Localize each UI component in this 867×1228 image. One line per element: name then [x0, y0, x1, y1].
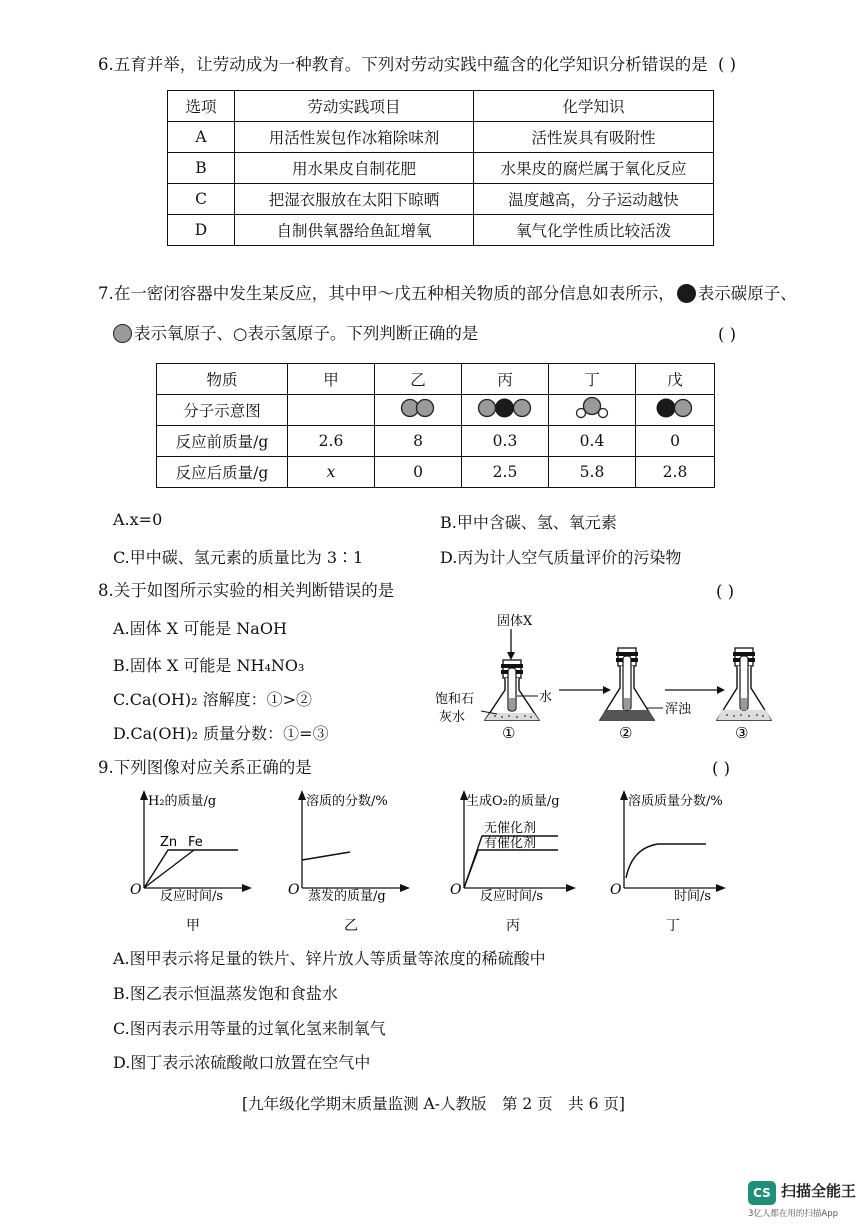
graph-bing-xlabel: 反应时间/s — [480, 889, 544, 904]
table-cell: D — [168, 215, 235, 246]
x-axis-arrow — [716, 884, 726, 892]
table-cell: 0.3 — [462, 426, 549, 457]
table-row — [168, 215, 714, 246]
graph-ding-xlabel: 时间/s — [674, 889, 712, 904]
y-axis-arrow — [298, 790, 306, 800]
q8-experiment-figure — [435, 610, 775, 745]
graph-jia — [128, 788, 258, 943]
x-axis-arrow — [566, 884, 576, 892]
arrow-1-head — [603, 686, 611, 694]
table-row — [168, 122, 714, 153]
table-cell: 氧气化学性质比较活泼 — [474, 215, 714, 246]
table-row — [168, 153, 714, 184]
q8-option-b: B.固体 X 可能是 NH₄NO₃ — [113, 656, 305, 675]
arrow-2-head — [717, 686, 725, 694]
q8-option-a: A.固体 X 可能是 NaOH — [113, 619, 287, 638]
oxygen-atom-icon — [113, 324, 132, 343]
table-cell: 0 — [375, 457, 462, 488]
table-cell: 自制供氧器给鱼缸增氧 — [235, 215, 474, 246]
q7-option-b: B.甲中含碳、氢、氧元素 — [440, 513, 617, 532]
carbon-atom-icon — [677, 284, 696, 303]
table-cell: 5.8 — [549, 457, 636, 488]
q9-option-b: B.图乙表示恒温蒸发饱和食盐水 — [113, 984, 338, 1003]
fe-line — [144, 850, 194, 888]
left-label-1: 饱和石 — [435, 692, 475, 707]
q7-stem-1b: 表示碳原子、 — [697, 284, 797, 303]
graph-yi-name: 乙 — [344, 918, 358, 934]
row-label: 反应后质量/g — [157, 457, 288, 488]
table-header-cell: 丁 — [549, 364, 636, 395]
table-cell: 温度越高，分子运动越快 — [474, 184, 714, 215]
q7-option-a: A.x=0 — [113, 510, 163, 529]
zn-line — [144, 850, 238, 888]
fe-label: Fe — [188, 835, 203, 850]
h2o-molecule-icon — [572, 396, 612, 420]
y-axis-arrow — [620, 790, 628, 800]
table-cell: 0 — [636, 426, 715, 457]
graph-jia-origin: O — [130, 882, 142, 898]
table-header-cell: 化学知识 — [474, 91, 714, 122]
graph-ding-origin: O — [610, 882, 622, 898]
q7-stem-2b: ○表示氢原子。下列判断正确的是 — [233, 324, 479, 343]
table-header-cell: 丙 — [462, 364, 549, 395]
camscanner-logo: CS — [748, 1181, 776, 1205]
graph-yi-ylabel: 溶质的分数/% — [306, 794, 388, 809]
q6-answer-paren: ( ) — [718, 55, 737, 74]
no-catalyst-label: 无催化剂 — [484, 821, 537, 836]
o2-molecule-icon — [398, 397, 438, 419]
q7-option-d: D.丙为计人空气质量评价的污染物 — [440, 548, 682, 567]
table-cell: A — [168, 122, 235, 153]
co-molecule-icon — [654, 397, 696, 419]
q7-table — [156, 363, 715, 488]
flask-1 — [485, 660, 539, 720]
table-header-cell: 劳动实践项目 — [235, 91, 474, 122]
x-axis-arrow — [242, 884, 252, 892]
graph-bing — [448, 788, 588, 943]
table-header-cell: 戊 — [636, 364, 715, 395]
page-footer: [九年级化学期末质量监测 A-人教版 第 2 页 共 6 页] — [242, 1095, 625, 1113]
flask-3 — [717, 648, 771, 720]
q9-stem: 9.下列图像对应关系正确的是 — [98, 758, 312, 777]
table-cell: 0.4 — [549, 426, 636, 457]
table-cell: 用活性炭包作冰箱除味剂 — [235, 122, 474, 153]
table-header-cell: 乙 — [375, 364, 462, 395]
graph-bing-name: 丙 — [506, 918, 520, 934]
graph-jia-xlabel: 反应时间/s — [160, 889, 224, 904]
flask-2 — [600, 648, 654, 720]
left-label-2: 灰水 — [439, 710, 466, 725]
graph-bing-origin: O — [450, 882, 462, 898]
water-label: 水 — [539, 690, 553, 705]
graph-ding-ylabel: 溶质质量分数/% — [628, 794, 723, 809]
graph-jia-name: 甲 — [186, 918, 200, 934]
graph-yi-origin: O — [288, 882, 300, 898]
q6-table — [167, 90, 714, 246]
q8-stem: 8.关于如图所示实验的相关判断错误的是 — [98, 581, 395, 600]
solid-x-label: 固体X — [497, 614, 533, 629]
graph-jia-ylabel: H₂的质量/g — [148, 794, 217, 809]
graph-ding — [608, 788, 748, 943]
table-cell: B — [168, 153, 235, 184]
q6-stem: 6.五育并举，让劳动成为一种教育。下列对劳动实践中蕴含的化学知识分析错误的是 — [98, 55, 708, 74]
table-cell: 2.8 — [636, 457, 715, 488]
q9-option-c: C.图丙表示用等量的过氧化氢来制氧气 — [113, 1019, 386, 1038]
graph-yi-xlabel: 蒸发的质量/g — [308, 889, 386, 904]
table-row — [168, 184, 714, 215]
table-row — [157, 457, 715, 488]
x-axis-arrow — [400, 884, 410, 892]
graph-ding-name: 丁 — [666, 918, 680, 934]
catalyst-line — [464, 850, 558, 888]
graph-yi — [286, 788, 416, 943]
q7-answer-paren: ( ) — [718, 325, 737, 344]
watermark-sub: 3亿人都在用的扫描App — [748, 1209, 839, 1219]
molecule-cell-yi — [375, 395, 462, 426]
row-label: 反应前质量/g — [157, 426, 288, 457]
flask-2-number: ② — [619, 724, 633, 742]
flask-1-number: ① — [502, 724, 516, 742]
table-header-row — [157, 364, 715, 395]
molecule-cell-bing — [462, 395, 549, 426]
q8-answer-paren: ( ) — [716, 582, 735, 601]
molecule-cell-wu — [636, 395, 715, 426]
ding-curve — [626, 844, 706, 878]
q9-answer-paren: ( ) — [712, 759, 731, 778]
table-header-cell: 选项 — [168, 91, 235, 122]
table-row — [157, 426, 715, 457]
q7-stem-line1 — [98, 283, 797, 305]
q9-option-d: D.图丁表示浓硫酸敞口放置在空气中 — [113, 1053, 371, 1072]
molecule-cell-ding — [549, 395, 636, 426]
zn-label: Zn — [160, 835, 178, 850]
molecule-row — [157, 395, 715, 426]
table-cell: 水果皮的腐烂属于氧化反应 — [474, 153, 714, 184]
q8-option-d: D.Ca(OH)₂ 质量分数：①=③ — [113, 724, 329, 743]
table-cell: 8 — [375, 426, 462, 457]
table-cell: 用水果皮自制花肥 — [235, 153, 474, 184]
q9-option-a: A.图甲表示将足量的铁片、锌片放人等质量等浓度的稀硫酸中 — [113, 949, 546, 968]
table-header-cell: 物质 — [157, 364, 288, 395]
flask-3-number: ③ — [735, 724, 749, 742]
co2-molecule-icon — [476, 397, 534, 419]
table-cell: x — [288, 457, 375, 488]
molecule-cell-jia — [288, 395, 375, 426]
y-axis-arrow — [140, 790, 148, 800]
solid-arrow-head — [507, 652, 515, 660]
q8-option-c: C.Ca(OH)₂ 溶解度：①>② — [113, 690, 313, 709]
table-cell: 2.5 — [462, 457, 549, 488]
table-header-row — [168, 91, 714, 122]
row-label: 分子示意图 — [157, 395, 288, 426]
table-cell: 活性炭具有吸附性 — [474, 122, 714, 153]
turbid-label: 浑浊 — [665, 702, 692, 717]
table-header-cell: 甲 — [288, 364, 375, 395]
catalyst-label: 有催化剂 — [484, 836, 537, 851]
table-cell: 2.6 — [288, 426, 375, 457]
q7-option-c: C.甲中碳、氢元素的质量比为 3∶1 — [113, 548, 364, 567]
q7-stem-1a: 7.在一密闭容器中发生某反应，其中甲～戊五种相关物质的部分信息如表所示， — [98, 284, 675, 303]
table-cell: 把湿衣服放在太阳下晾晒 — [235, 184, 474, 215]
table-cell: C — [168, 184, 235, 215]
q7-stem-2a: 表示氧原子、 — [134, 324, 233, 343]
q7-stem-line2 — [113, 323, 478, 345]
yi-line — [302, 852, 350, 860]
watermark-name: 扫描全能王 — [781, 1182, 857, 1200]
graph-bing-ylabel: 生成O₂的质量/g — [466, 794, 560, 809]
